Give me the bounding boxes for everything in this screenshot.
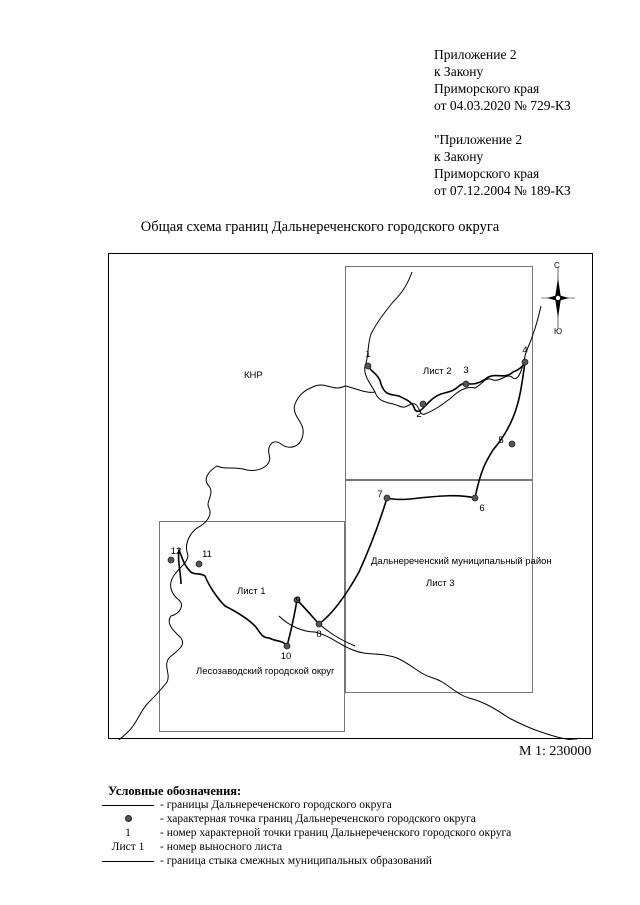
header-line: от 07.12.2004 № 189-КЗ xyxy=(434,183,571,198)
header-line: Приморского края xyxy=(434,81,540,96)
legend-item-boundary xyxy=(100,798,620,812)
compass-south-label: Ю xyxy=(554,327,563,336)
boundary-point-dot xyxy=(509,441,515,447)
header-line: Приложение 2 xyxy=(434,47,517,62)
point-dot-icon xyxy=(125,815,132,822)
legend-symbol xyxy=(100,798,158,812)
legend-text: - характерная точка границ Дальнереченского городского округа xyxy=(160,813,476,825)
appendix-header-current xyxy=(434,46,571,114)
compass-rose-icon xyxy=(541,268,575,328)
point-number: 3 xyxy=(463,365,469,376)
boundary-point-dot xyxy=(463,381,469,387)
point-number: 8 xyxy=(316,629,322,640)
point-number: 2 xyxy=(416,409,422,420)
adjoining-line-icon xyxy=(102,861,154,862)
china-label: КНР xyxy=(244,370,263,381)
boundary-point-dot xyxy=(420,401,426,407)
compass-north-label: С xyxy=(554,261,560,270)
legend-item-point-number xyxy=(100,826,620,840)
district-boundary xyxy=(178,362,525,646)
district-label: Дальнереченский муниципальный район xyxy=(371,556,552,567)
boundary-point-dot xyxy=(196,561,202,567)
point-number: 12 xyxy=(170,546,182,557)
legend-text: - границы Дальнереченского городского округа xyxy=(160,799,392,811)
legend-title: Условные обозначения: xyxy=(108,784,242,798)
map-scale: М 1: 230000 xyxy=(519,744,592,759)
header-line: от 04.03.2020 № 729-КЗ xyxy=(434,98,571,113)
legend-text: - номер выносного листа xyxy=(160,841,283,853)
boundary-point-dot xyxy=(316,621,322,627)
legend-item-point xyxy=(100,812,620,826)
sheet-3-label: Лист 3 xyxy=(426,578,455,589)
boundary-point-dot xyxy=(284,643,290,649)
boundary-line-icon xyxy=(102,805,154,806)
legend-symbol xyxy=(100,854,158,868)
page-title: Общая схема границ Дальнереченского городского округа xyxy=(140,219,500,235)
header-line: к Закону xyxy=(434,149,484,164)
map-drawing xyxy=(109,254,594,740)
boundary-point-dot xyxy=(365,363,371,369)
boundary-point-dot xyxy=(472,495,478,501)
sheet-1-label: Лист 1 xyxy=(237,586,266,597)
legend-text: - номер характерной точки границ Дальнереченского городского округа xyxy=(160,827,512,839)
header-line: Приморского края xyxy=(434,166,540,181)
appendix-header-original xyxy=(434,131,571,199)
point-number: 1 xyxy=(365,349,371,360)
map-frame xyxy=(108,253,593,739)
header-line: "Приложение 2 xyxy=(434,132,523,147)
legend-symbol: 1 xyxy=(125,827,131,839)
boundary-point-dot xyxy=(522,359,528,365)
boundary-points xyxy=(168,359,528,649)
legend-item-adjoining xyxy=(100,854,620,868)
legend-item-sheet xyxy=(100,840,620,854)
point-number: 4 xyxy=(522,345,528,356)
legend-text: - граница стыка смежных муниципальных образований xyxy=(160,855,432,867)
point-number: 10 xyxy=(280,651,292,662)
point-number: 5 xyxy=(498,435,504,446)
boundary-point-dot xyxy=(168,557,174,563)
point-number: 9 xyxy=(295,595,301,606)
point-number: 11 xyxy=(202,549,212,560)
point-number: 6 xyxy=(479,503,485,514)
legend-symbol xyxy=(100,812,158,826)
point-number: 7 xyxy=(377,489,383,500)
lesozavodsk-label: Лесозаводский городской округ xyxy=(196,666,335,677)
legend-symbol: Лист 1 xyxy=(111,841,145,853)
header-line: к Закону xyxy=(434,64,484,79)
sheet-2-label: Лист 2 xyxy=(423,366,452,377)
